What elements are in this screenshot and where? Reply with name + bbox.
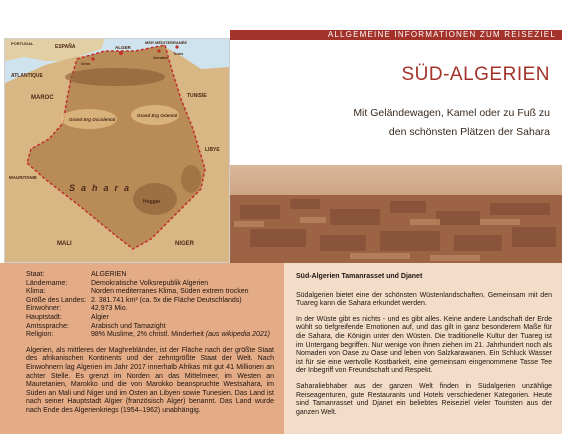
map-label-annaba: Annaba [153,55,168,60]
map-label-tunis: Tunis [173,51,184,56]
map-label-hoggar: Hoggar [143,199,161,205]
fact-value: 2. 381.741 km² (ca. 5x die Fläche Deutschlands) [91,296,242,304]
article-heading: Süd-Algerien Tamanrasset und Djanet [296,273,423,280]
fact-row [26,288,274,297]
map-label-niger: NIGER [175,241,195,247]
map-label-sahara: Sahara [69,183,136,193]
map-label-tunisie: TUNISIE [187,93,207,99]
article-paragraph: Saharaliebhaber aus der ganzen Welt finden in Südalgerien unzählige Reiseagenturen, gute Restaurants und Hotels verschiedener Kategorien. Heute sind Tamanrasset und Djanet ein beliebtes Reiseziel vieler Touristen aus der ganzen Welt. [296,382,552,416]
fact-value: ALGERIEN [91,271,127,278]
city-marker-annaba [157,49,160,52]
city-marker-oran [91,57,94,60]
article-paragraph: Südalgerien bietet eine der schönsten Wüstenlandschaften. Gemeinsam mit den Tuareg kann die Sahara erkundet werden. [296,291,552,308]
city-marker-tunis [175,45,178,48]
atlas-relief [65,68,165,86]
fact-label: Staat: [26,271,45,278]
fact-label: Hauptstadt: [26,313,62,321]
section-banner: ALLGEMEINE INFORMATIONEN ZUM REISEZIEL [230,30,562,40]
town-photo-graphic [230,165,562,263]
fact-value: Arabisch und Tamazight [91,322,166,330]
town-photo [230,165,562,263]
fact-label: Größe des Landes: [26,296,86,304]
page-subtitle: Mit Geländewagen, Kamel oder zu Fuß zu den schönsten Plätzen der Sahara [353,107,550,138]
fact-row [26,280,274,289]
city-marker-algier [119,51,123,55]
fact-label: Amtssprache: [26,322,69,330]
map-label-maroc: MAROC [31,95,54,101]
map-label-mauritanie: MAURITANIE [9,175,37,180]
fact-row [26,314,274,323]
fact-row [26,305,274,314]
fact-label: Einwohner: [26,305,62,313]
map-label-oran: Oran [81,61,91,66]
fact-value-text: 98% Muslime, 2% christl. Minderheit [91,331,204,339]
fact-row [26,271,274,280]
fact-label: Klima: [26,288,46,296]
map-graphic [5,39,229,262]
map-label-spanien: ESPAÑA [55,44,76,50]
fact-value: Demokratische Volksrepublik Algerien [91,279,209,287]
tassili-relief [181,165,201,193]
article-paragraph: In der Wüste gibt es nichts - und es gibt alles. Keine andere Landschaft der Erde wühlt so tiefgreifende Emotionen auf, und das gilt in ganz besonderem Maße für die Sahara, die Königin unter den Wüsten. Die traditionelle Kultur der Tuareg ist im Untergang begriffen. Nur wenige von ihnen ziehen im 21. Jahrhundert noch als Nomaden von Oase zu Oase und leben von Salzkarawanen. Ein Schluck Wasser ist für sie eine wertvolle Kostbarkeit, eine gemeinsam eingenommene Tasse Tee der Inbegriff von Freundschaft und Respekt. [296,315,552,375]
algeria-map [4,38,230,263]
map-label-algier: ALGER [115,45,131,50]
article-section [284,263,562,434]
fact-row [26,331,274,340]
country-description: Algerien, als mittleres der Maghrebländer, ist der Fläche nach der größte Staat des afrikanischen Kontinents und der zehntgrößte Staat der Welt. Nach Einwohnern lag Algerien im Jahr 2017 innerhalb Afrikas mit gut 41 Millionen an achter Stelle. Es grenzt im Norden an das Mittelmeer, im Westen an Mauretanien, Marokko und die von Marokko beanspruchte Westsahara, im Süden an Mali und Niger und im Osten an Libyen sowie Tunesien. Das Land ist nach seiner Hauptstadt Algier (französisch Alger) benannt. Das Land wurde nach Ende des Algerienkriegs (1954–1962) unabhängig. [26,346,274,414]
fact-source: (aus wikipedia 2021) [205,331,270,339]
map-label-erg-occidental: Grand Erg Occidental [69,117,116,122]
map-label-mittelmeer: MER MÉDITERRANÉE [145,40,188,45]
map-label-libye: LIBYE [205,147,220,153]
map-label-mali: MALI [57,241,72,247]
fact-value: Norden mediterranes Klima, Süden extrem trocken [91,288,249,296]
map-label-portugal: PORTUGAL [11,41,34,46]
country-facts [0,263,284,434]
fact-label: Religion: [26,331,54,339]
fact-row [26,297,274,306]
page-title: SÜD-ALGERIEN [401,64,550,85]
map-label-atlantique: ATLANTIQUE [11,73,43,79]
fact-row [26,323,274,332]
fact-label: Ländername: [26,279,68,287]
fact-value: 42,973 Mio. [91,305,128,313]
fact-value: Algier [91,313,109,321]
fact-value [91,331,274,340]
map-label-erg-oriental: Grand Erg Oriental [137,113,178,118]
